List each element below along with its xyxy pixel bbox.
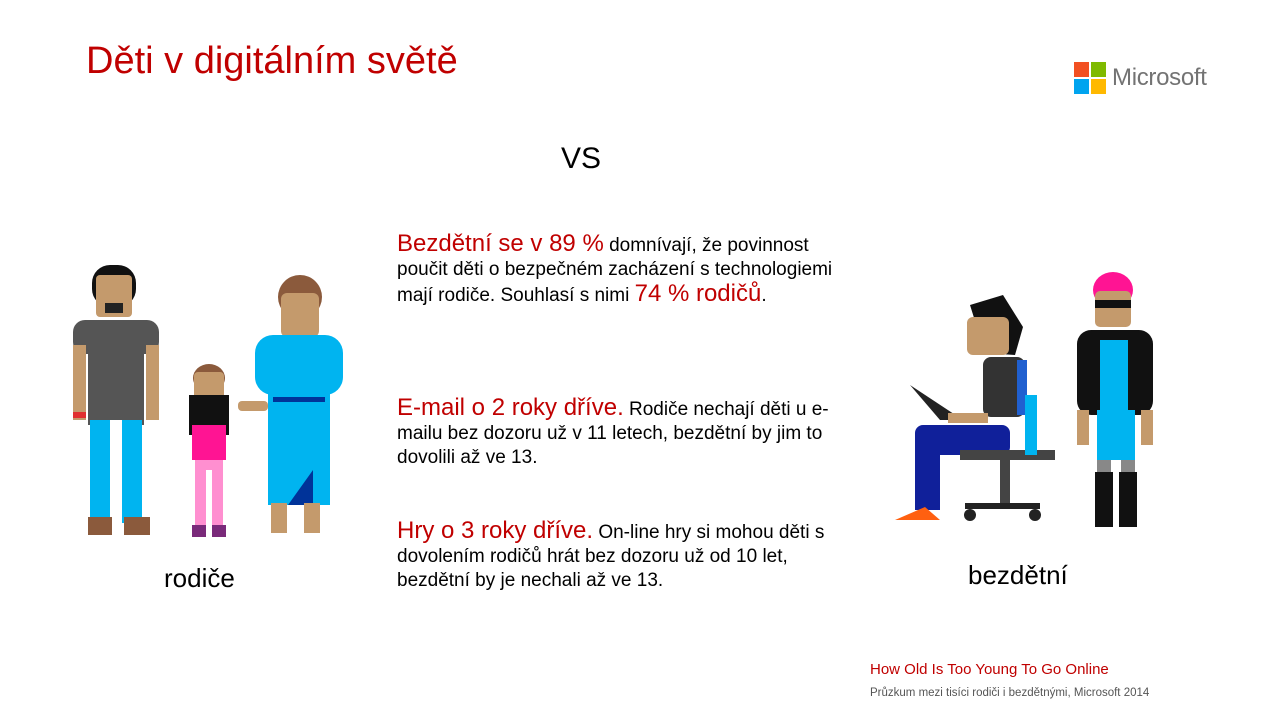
microsoft-logo xyxy=(1074,62,1207,94)
brand-name: Microsoft xyxy=(1112,64,1207,91)
fact-highlight: Bezdětní se v 89 % xyxy=(397,230,604,257)
mother-figure xyxy=(238,275,343,533)
slide-title: Děti v digitálním světě xyxy=(86,40,458,82)
fact-text: Rodiče nechají děti u e-mailu bez dozoru už v 11 letech, bezdětní by jim to dovolili až ve 13. xyxy=(397,399,829,468)
parents-family-illustration xyxy=(55,245,355,545)
man-on-chair-figure xyxy=(895,295,1055,521)
fact-games xyxy=(397,519,857,593)
woman-figure xyxy=(1077,272,1153,527)
childless-couple-illustration xyxy=(885,265,1175,530)
source-note: Průzkum mezi tisíci rodiči i bezdětnými, Microsoft 2014 xyxy=(870,687,1150,699)
fact-email xyxy=(397,396,857,470)
vs-label: VS xyxy=(561,142,602,175)
fact-highlight-secondary: 74 % rodičů xyxy=(634,280,762,307)
fact-text: On-line hry si mohou děti s dovolením rodičů hrát bez dozoru už od 10 let, bezdětní by je nechali až ve 13. xyxy=(397,522,825,591)
fact-responsibility xyxy=(397,232,857,308)
windows-logo-icon xyxy=(1074,62,1106,94)
father-figure xyxy=(73,265,159,535)
fact-highlight: E-mail o 2 roky dříve. xyxy=(397,394,624,421)
parents-label: rodiče xyxy=(164,563,235,593)
source-title: How Old Is Too Young To Go Online xyxy=(870,661,1109,678)
fact-highlight: Hry o 3 roky dříve. xyxy=(397,517,594,544)
fact-end: . xyxy=(761,285,767,306)
fact-text: domnívají, že povinnost poučit děti o bezpečném zacházení s technologiemi mají rodiče. Souhlasí s nimi xyxy=(397,235,833,306)
daughter-figure xyxy=(189,364,229,537)
childless-label: bezdětní xyxy=(968,560,1068,590)
